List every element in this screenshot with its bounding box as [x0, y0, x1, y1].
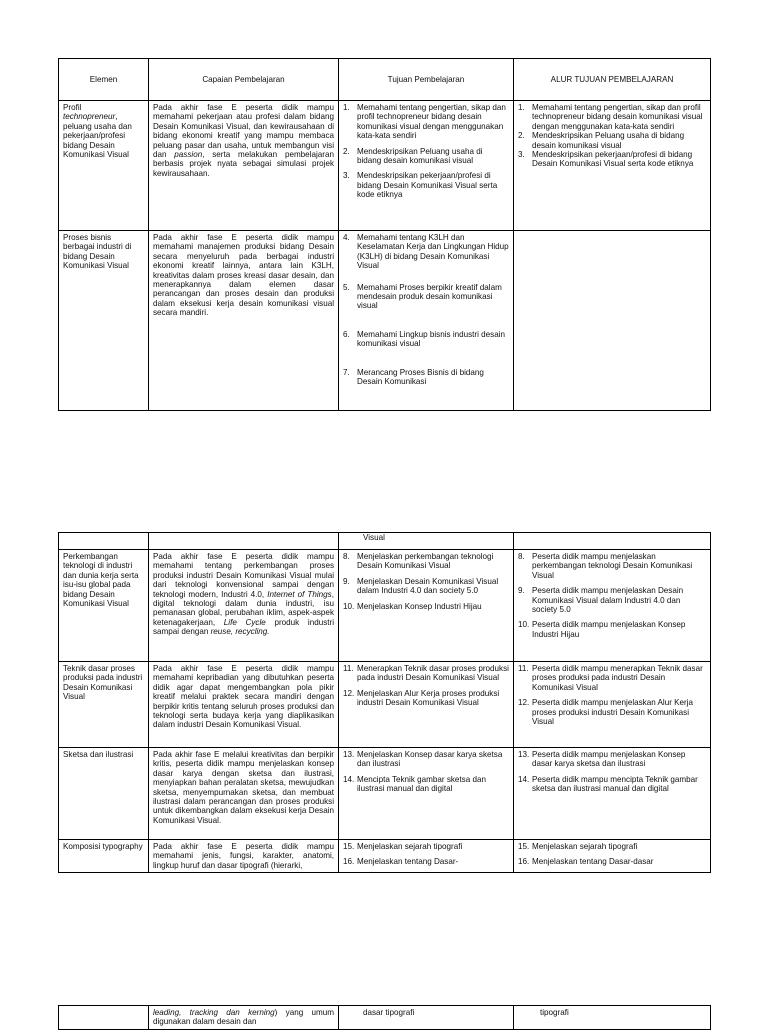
header-tujuan: Tujuan Pembelajaran [339, 59, 514, 101]
table-row [59, 662, 711, 748]
list-item [343, 103, 509, 141]
alur-cell [514, 231, 711, 411]
list-item [518, 698, 706, 726]
item-text: Memahami tentang K3LH dan Keselamatan Kerja dan Lingkungan Hidup (K3LH) di bidang Desain Komunikasi Visual [357, 233, 509, 271]
list-item [343, 283, 509, 311]
item-number: 16. [343, 857, 355, 867]
elemen-text: Profil [63, 103, 82, 112]
list-item [343, 689, 509, 708]
capaian-italic: Life Cycle [223, 617, 266, 627]
item-number: 13. [343, 750, 355, 759]
item-number: 13. [518, 750, 530, 759]
item-number: 14. [343, 774, 355, 784]
item-text: Peserta didik mampu menerapkan Teknik dasar proses produksi pada industri Desain Komunikasi Visual [532, 664, 703, 692]
capaian-text: produk industri sampai dengan [153, 617, 334, 637]
capaian-cell [149, 550, 339, 662]
elemen-cell: Komposisi typography [59, 840, 149, 873]
elemen-italic: technopreneur [63, 112, 116, 122]
alur-cell [514, 101, 711, 231]
item-text: Memahami tentang pengertian, sikap dan profil technopreneur bidang desain komunikasi visual dengan menggunakan kata-kata sendiri [357, 103, 506, 141]
capaian-italic: Internet of Things [267, 589, 332, 599]
header-capaian: Capaian Pembelajaran [149, 59, 339, 101]
learning-table-page-1 [58, 58, 711, 411]
item-number: 8. [343, 552, 350, 561]
table-row [59, 533, 711, 550]
list-item [343, 147, 509, 166]
item-number: 14. [518, 774, 530, 784]
item-text: Menjelaskan Desain Komunikasi Visual dalam Industri 4.0 dan society 5.0 [357, 576, 499, 596]
header-elemen: Elemen [59, 59, 149, 101]
item-text: Memahami tentang pengertian, sikap dan profil technopreneur bidang desain komunikasi visual dengan menggunakan kata-kata sendiri [532, 103, 703, 131]
list-item [343, 330, 509, 349]
item-text: Menjelaskan sejarah tipografi [357, 842, 463, 851]
item-number: 12. [343, 688, 355, 698]
elemen-cell: Proses bisnis berbagai industri di bidang Desain Komunikasi Visual [59, 231, 149, 411]
table-header-row [59, 59, 711, 101]
item-text: Peserta didik mampu menjelaskan Konsep dasar karya sketsa dan ilustrasi [532, 750, 686, 769]
list-item [343, 857, 509, 866]
item-number: 6. [343, 329, 350, 339]
elemen-cell [59, 533, 149, 550]
elemen-text: , peluang usaha dan pekerjaan/profesi bidang Desain Komunikasi Visual [63, 112, 132, 160]
item-text: Menerapkan Teknik dasar proses produksi pada industri Desain Komunikasi Visual [357, 664, 509, 683]
item-text: Menjelaskan Alur Kerja proses produksi industri Desain Komunikasi Visual [357, 688, 500, 708]
list-item [518, 775, 706, 794]
tujuan-cell [339, 748, 514, 840]
tujuan-cell [339, 231, 514, 411]
item-number: 15. [343, 842, 355, 851]
capaian-text: ) yang umum digunakan dalam desain dan [153, 1008, 334, 1027]
list-item [343, 233, 509, 271]
alur-cell [514, 748, 711, 840]
table-row [59, 231, 711, 411]
table-row [59, 101, 711, 231]
learning-table-page-3 [58, 1005, 711, 1030]
item-text: Mencipta Teknik gambar sketsa dan ilustrasi manual dan digital [357, 774, 486, 794]
alur-cell [514, 550, 711, 662]
item-number: 7. [343, 367, 350, 377]
list-item [518, 103, 706, 131]
item-text: Menjelaskan Konsep Industri Hijau [357, 601, 482, 611]
item-text: Memahami Proses berpikir kreatif dalam mendesain produk desain komunikasi visual [357, 282, 502, 311]
item-number: 4. [343, 233, 350, 242]
table-row [59, 550, 711, 662]
table-row [59, 840, 711, 873]
tujuan-cell [339, 550, 514, 662]
item-text: Mendeskripsikan pekerjaan/profesi di bidang Desain Komunikasi Visual serta kode etiknya [532, 150, 694, 169]
elemen-cell: Perkembangan teknologi di industri dan dunia kerja serta isu-isu global pada bidang Desain Komunikasi Visual [59, 550, 149, 662]
tujuan-cell: dasar tipografi [339, 1006, 514, 1030]
list-item [343, 842, 509, 851]
list-item [518, 620, 706, 639]
item-number: 15. [518, 842, 530, 851]
capaian-text: Pada akhir fase E peserta didik mampu memahami tentang perkembangan proses produksi industri Desain Komunikasi Visual mulai dari teknologi konvensional sampai dengan teknologi modern, Industri 4.0, [153, 552, 334, 599]
list-item [343, 664, 509, 683]
item-text: Mendeskripsikan Peluang usaha di bidang desain komunikasi visual [357, 146, 483, 166]
list-item [343, 602, 509, 611]
item-text: Menjelaskan sejarah tipografi [532, 842, 638, 851]
capaian-italic: leading, tracking dan kerning [153, 1008, 275, 1017]
tujuan-cell [339, 662, 514, 748]
item-text: Menjelaskan Konsep dasar karya sketsa dan ilustrasi [357, 750, 503, 769]
list-item [518, 857, 706, 866]
item-number: 12. [518, 698, 530, 708]
capaian-cell: Pada akhir fase E peserta didik mampu memahami jenis, fungsi, karakter, anatomi, lingkup huruf dan dasar tipografi (hierarki, [149, 840, 339, 873]
list-item [343, 577, 509, 596]
list-item [343, 171, 509, 199]
alur-cell [514, 840, 711, 873]
capaian-cell: Pada akhir fase E peserta didik mampu memahami manajemen produksi bidang Desain secara menyeluruh pada berbagai industri ekonomi kreatif lainnya, antara lain K3LH, kreativitas dalam proses kreasi dasar desain, dan menerapkannya dalam elemen dasar perancangan dan proses desain dan produksi dalam eksekusi kerja desain komunikasi visual secara mandiri. [149, 231, 339, 411]
item-text: Peserta didik mampu mencipta Teknik gambar sketsa dan ilustrasi manual dan digital [532, 774, 698, 794]
tujuan-cell: Visual [339, 533, 514, 550]
list-item [343, 750, 509, 769]
item-number: 5. [343, 282, 350, 292]
item-text: Merancang Proses Bisnis di bidang Desain Komunikasi [357, 367, 484, 387]
elemen-cell [59, 101, 149, 231]
list-item [518, 552, 706, 580]
list-item [343, 552, 509, 571]
list-item [518, 750, 706, 769]
item-number: 2. [518, 131, 525, 141]
item-text: Mendeskripsikan Peluang usaha di bidang desain komunikasi visual [532, 131, 685, 150]
item-text: Mendeskripsikan pekerjaan/profesi di bidang Desain Komunikasi Visual serta kode etiknya [357, 171, 498, 200]
capaian-italic: passion [174, 150, 203, 160]
item-number: 10. [343, 601, 355, 611]
item-text: Peserta didik mampu menjelaskan Alur Kerja proses produksi industri Desain Komunikasi Visual [532, 698, 694, 727]
list-item [343, 368, 509, 387]
capaian-cell [149, 533, 339, 550]
item-number: 8. [518, 552, 525, 561]
item-number: 11. [518, 664, 529, 673]
item-number: 11. [343, 664, 354, 673]
item-number: 9. [343, 576, 350, 586]
elemen-cell: Sketsa dan ilustrasi [59, 748, 149, 840]
capaian-text: , serta melakukan pembelajaran berbasis projek nyata sebagai simulasi projek kewirausahaan. [153, 150, 334, 178]
elemen-cell: Teknik dasar proses produksi pada industri Desain Komunikasi Visual [59, 662, 149, 748]
capaian-cell [149, 1006, 339, 1030]
list-item [518, 150, 706, 169]
item-text: Memahami Lingkup bisnis industri desain komunikasi visual [357, 329, 506, 349]
alur-cell [514, 533, 711, 550]
item-number: 1. [343, 103, 350, 112]
list-item [518, 842, 706, 851]
capaian-cell: Pada akhir fase E peserta didik mampu memahami kepribadian yang dibutuhkan peserta didik agar dapat mengembangkan pola pikir kreatif melalui praktek secara mandiri dengan berpikir kritis tentang seluruh proses produksi dan teknologi serta budaya kerja yang diaplikasikan dalam industri Desain Komunikasi Visual. [149, 662, 339, 748]
item-text: Menjelaskan tentang Dasar-dasar [532, 857, 654, 867]
header-alur: ALUR TUJUAN PEMBELAJARAN [514, 59, 711, 101]
item-text: Peserta didik mampu menjelaskan Desain Komunikasi Visual dalam Industri 4.0 dan society 5.0 [532, 586, 684, 615]
capaian-italic: reuse, recycling. [210, 627, 270, 637]
item-number: 3. [343, 171, 350, 181]
item-text: Menjelaskan perkembangan teknologi Desain Komunikasi Visual [357, 552, 494, 571]
item-number: 3. [518, 150, 525, 160]
item-number: 10. [518, 620, 530, 630]
capaian-cell [149, 101, 339, 231]
table-row [59, 748, 711, 840]
list-item [518, 131, 706, 150]
item-number: 1. [518, 103, 525, 112]
learning-table-page-2 [58, 532, 711, 873]
alur-cell: tipografi [514, 1006, 711, 1030]
tujuan-cell [339, 840, 514, 873]
item-number: 2. [343, 146, 350, 156]
item-number: 9. [518, 586, 525, 596]
list-item [518, 586, 706, 614]
table-row [59, 1006, 711, 1030]
alur-cell [514, 662, 711, 748]
item-text: Menjelaskan tentang Dasar- [357, 857, 459, 867]
capaian-text: Pada akhir fase E peserta didik mampu memahami pekerjaan atau profesi dalam bidang Desain Komunikasi Visual, dan kewirausahaan di bidang ekonomi kreatif yang mampu membaca peluang pasar dan usaha, untuk membangun visi dan [153, 103, 334, 160]
item-text: Peserta didik mampu menjelaskan perkembangan teknologi Desain Komunikasi Visual [532, 552, 693, 580]
capaian-cell: Pada akhir fase E melalui kreativitas dan berpikir kritis, peserta didik mampu menjelaskan konsep dasar karya dengan sketsa dan ilustrasi, menyiapkan bahan peralatan sketsa, mewujudkan sketsa, menyempurnakan sketsa, dan membuat ilustrasi dalam perancangan dan proses produksi untuk dikembangkan dalam eksekusi kerja Desain Komunikasi Visual. [149, 748, 339, 840]
elemen-cell [59, 1006, 149, 1030]
capaian-text: , digital teknologi dalam dunia industri, isu pemanasan global, perubahan iklim, aspek-aspek ketenagakerjaan, [153, 589, 334, 627]
item-number: 16. [518, 857, 530, 867]
list-item [343, 775, 509, 794]
list-item [518, 664, 706, 692]
tujuan-cell [339, 101, 514, 231]
item-text: Peserta didik mampu menjelaskan Konsep Industri Hijau [532, 620, 686, 639]
